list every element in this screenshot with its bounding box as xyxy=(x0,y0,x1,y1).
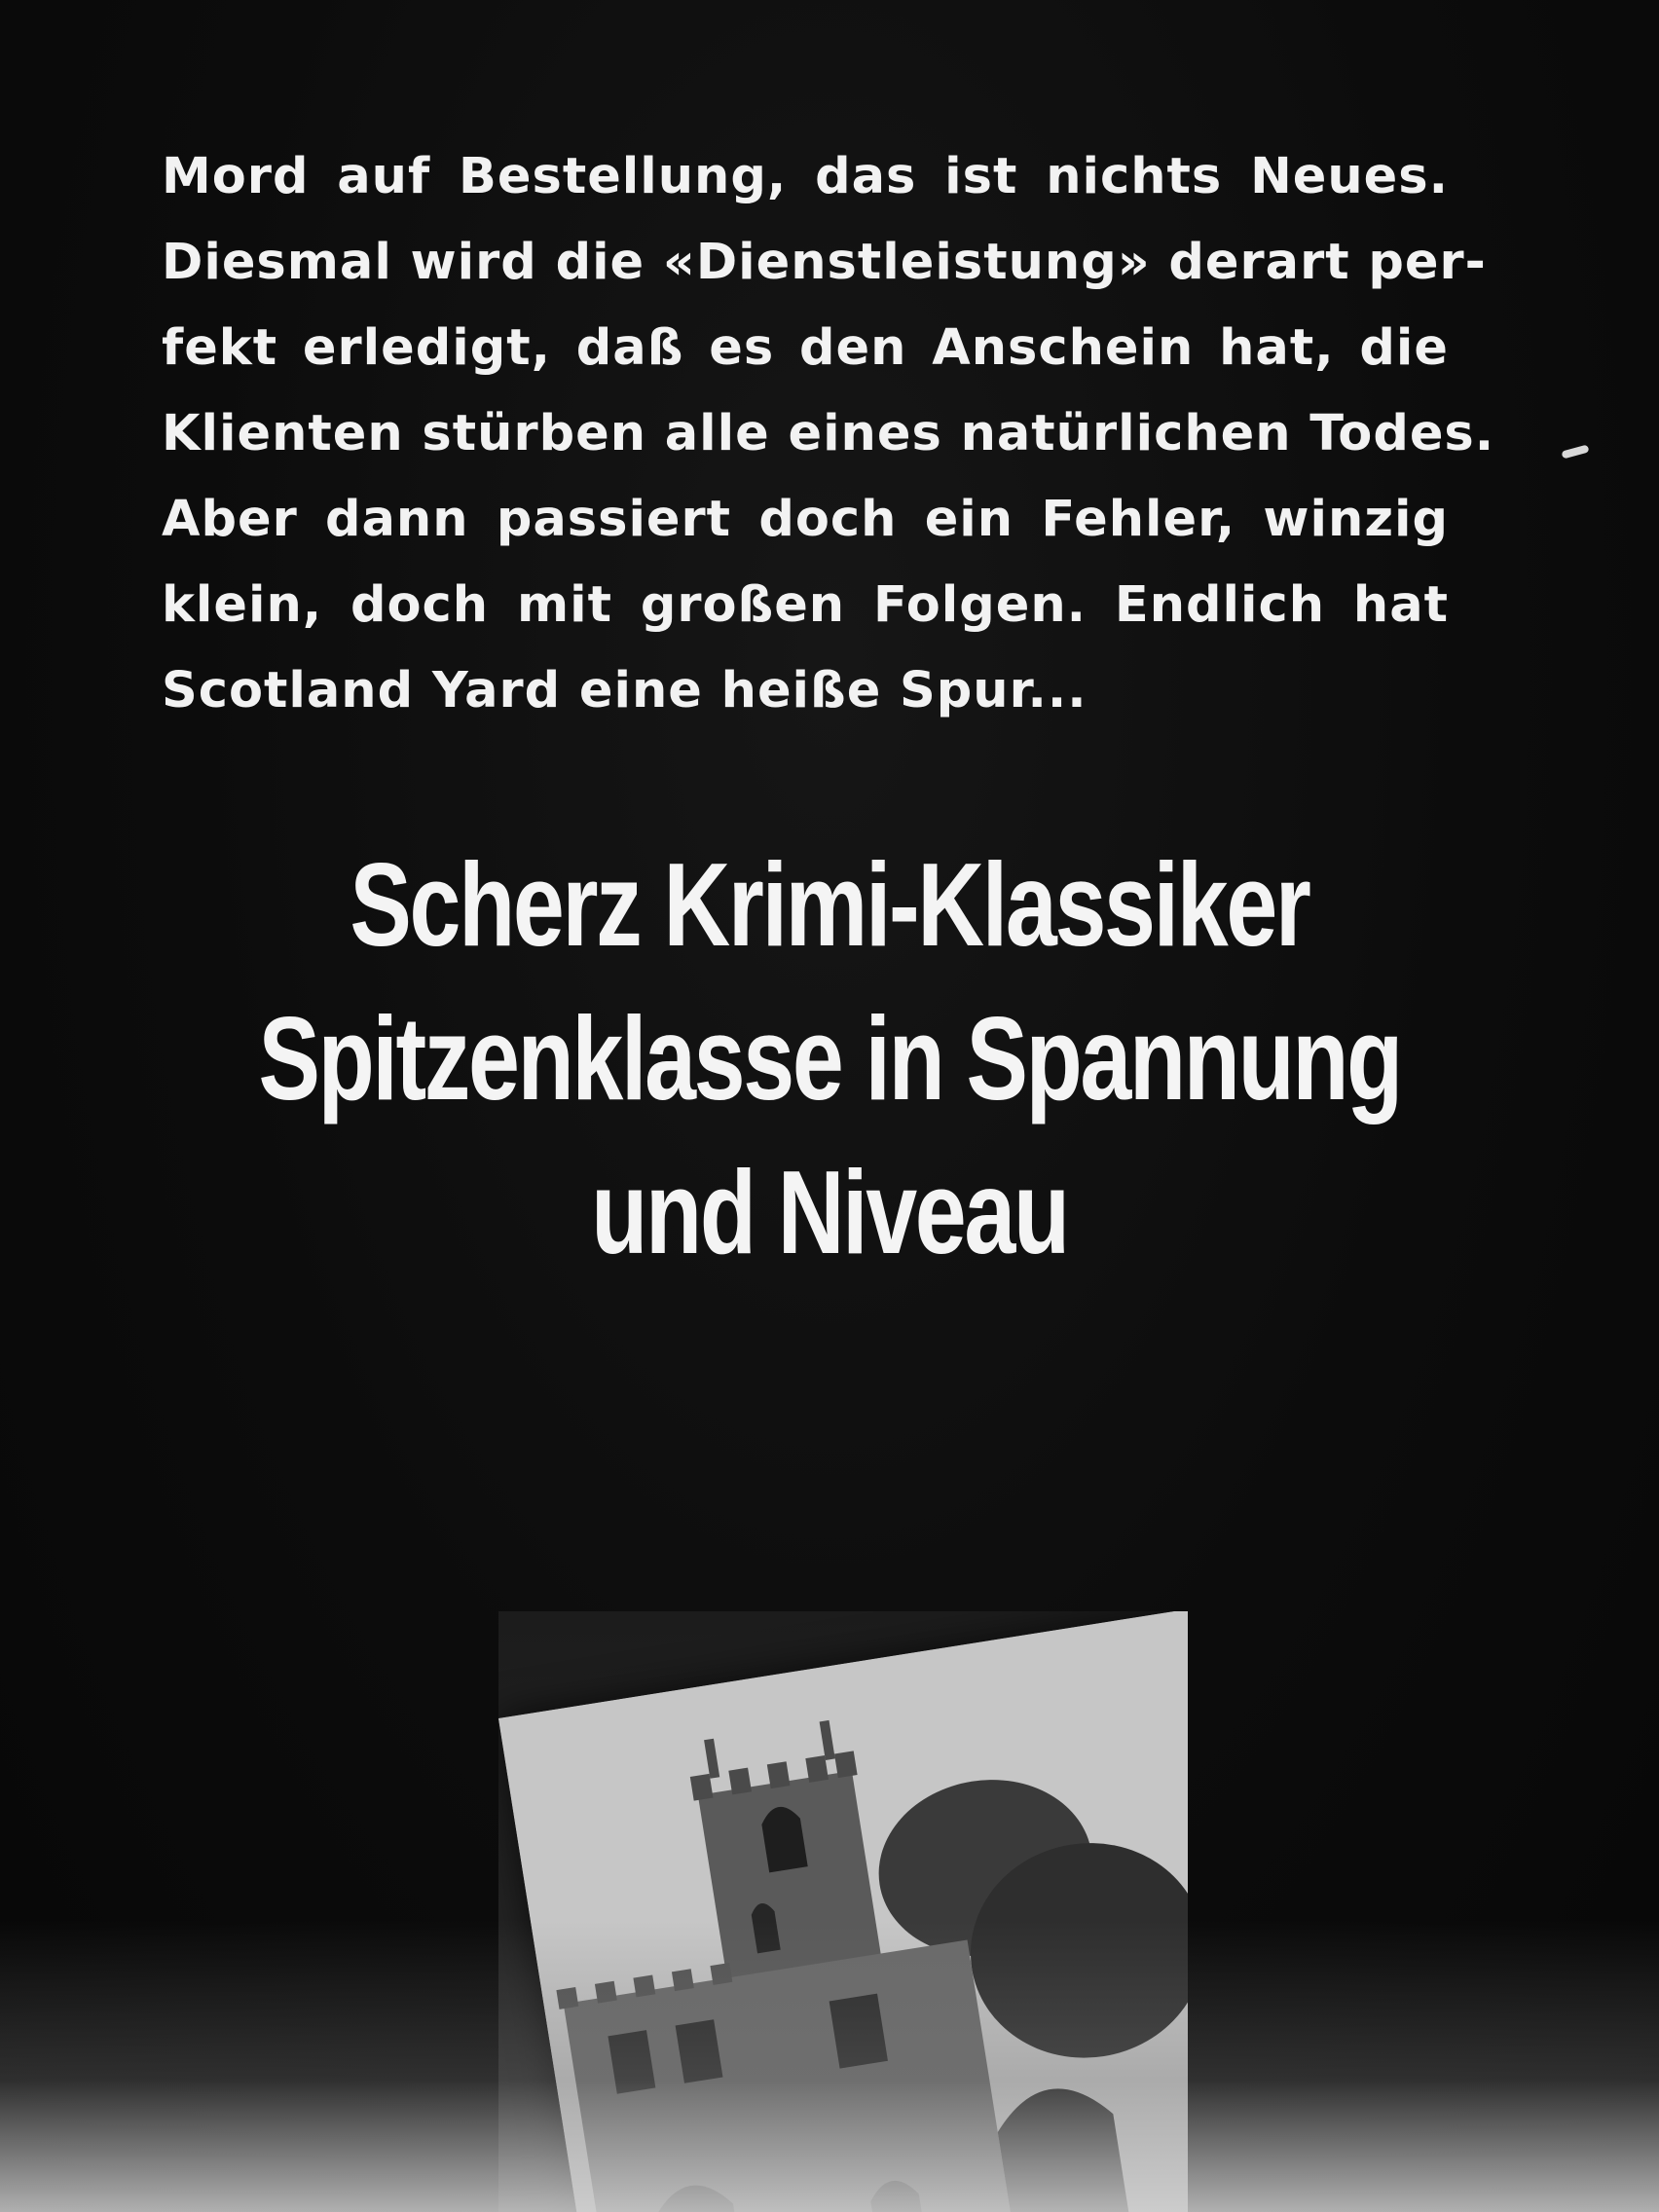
blurb-line: klein, doch mit großen Folgen. Endlich hat xyxy=(162,576,1449,634)
blurb-line: Klienten stürben alle eines natürlichen Todes. xyxy=(162,405,1495,462)
series-headline xyxy=(97,828,1562,1289)
headline-line: Spitzenklasse in Spannung xyxy=(258,992,1401,1124)
print-speck xyxy=(1561,445,1589,460)
headline-line: Scherz Krimi-Klassiker xyxy=(350,838,1309,971)
blurb-line: Mord auf Bestellung, das ist nichts Neues. xyxy=(162,148,1449,205)
blurb-line: fekt erledigt, daß es den Anschein hat, die xyxy=(162,319,1449,377)
headline-line: und Niveau xyxy=(591,1146,1068,1278)
blurb-text xyxy=(162,134,1495,734)
blurb-line: Diesmal wird die «Dienstleistung» derart per- xyxy=(162,234,1487,291)
blurb-line: Scotland Yard eine heiße Spur... xyxy=(162,662,1088,719)
blurb-line: Aber dann passiert doch ein Fehler, winzig xyxy=(162,491,1449,548)
bottom-gradient xyxy=(0,1920,1659,2212)
